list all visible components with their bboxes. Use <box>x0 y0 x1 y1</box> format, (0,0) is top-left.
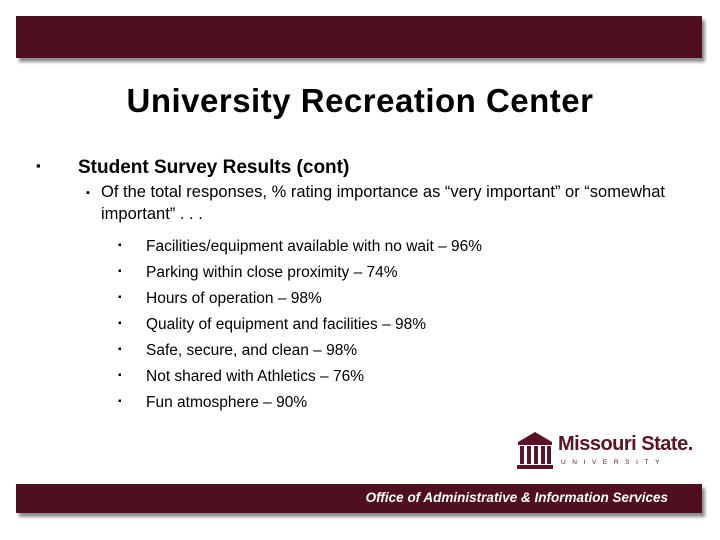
list-item-text: Quality of equipment and facilities – 98% <box>146 316 427 333</box>
list-item-text: Safe, secure, and clean – 98% <box>146 342 358 359</box>
slide-title: University Recreation Center <box>126 82 594 119</box>
list-item-text: Facilities/equipment available with no wait – 96% <box>146 238 483 255</box>
square-bullet-icon: ▪ <box>118 240 122 251</box>
square-bullet-icon: ▪ <box>118 344 122 355</box>
square-bullet-icon: ▪ <box>36 158 41 173</box>
heading-text: Student Survey Results (cont) <box>78 157 350 178</box>
square-bullet-icon: ▪ <box>118 318 122 329</box>
square-bullet-icon: ▪ <box>86 187 90 199</box>
building-icon <box>516 430 554 470</box>
footer-text: Office of Administrative & Information Services <box>365 490 668 505</box>
list-item-text: Parking within close proximity – 74% <box>146 264 398 281</box>
square-bullet-icon: ▪ <box>118 292 122 303</box>
list-item-text: Not shared with Athletics – 76% <box>146 368 364 385</box>
footer-bar <box>16 484 702 513</box>
list-item-text: Fun atmosphere – 90% <box>146 394 308 411</box>
square-bullet-icon: ▪ <box>118 266 122 277</box>
logo-subtitle: UNIVERSITY <box>561 459 667 466</box>
top-banner-bar <box>16 16 702 58</box>
square-bullet-icon: ▪ <box>118 370 122 381</box>
missouri-state-logo <box>516 430 693 472</box>
logo-wordmark: Missouri State. <box>558 433 693 455</box>
subheading-text: Of the total responses, % rating importance as “very important” or “somewhat important” . . . <box>101 183 665 223</box>
square-bullet-icon: ▪ <box>118 396 122 407</box>
list-item-text: Hours of operation – 98% <box>146 290 322 307</box>
